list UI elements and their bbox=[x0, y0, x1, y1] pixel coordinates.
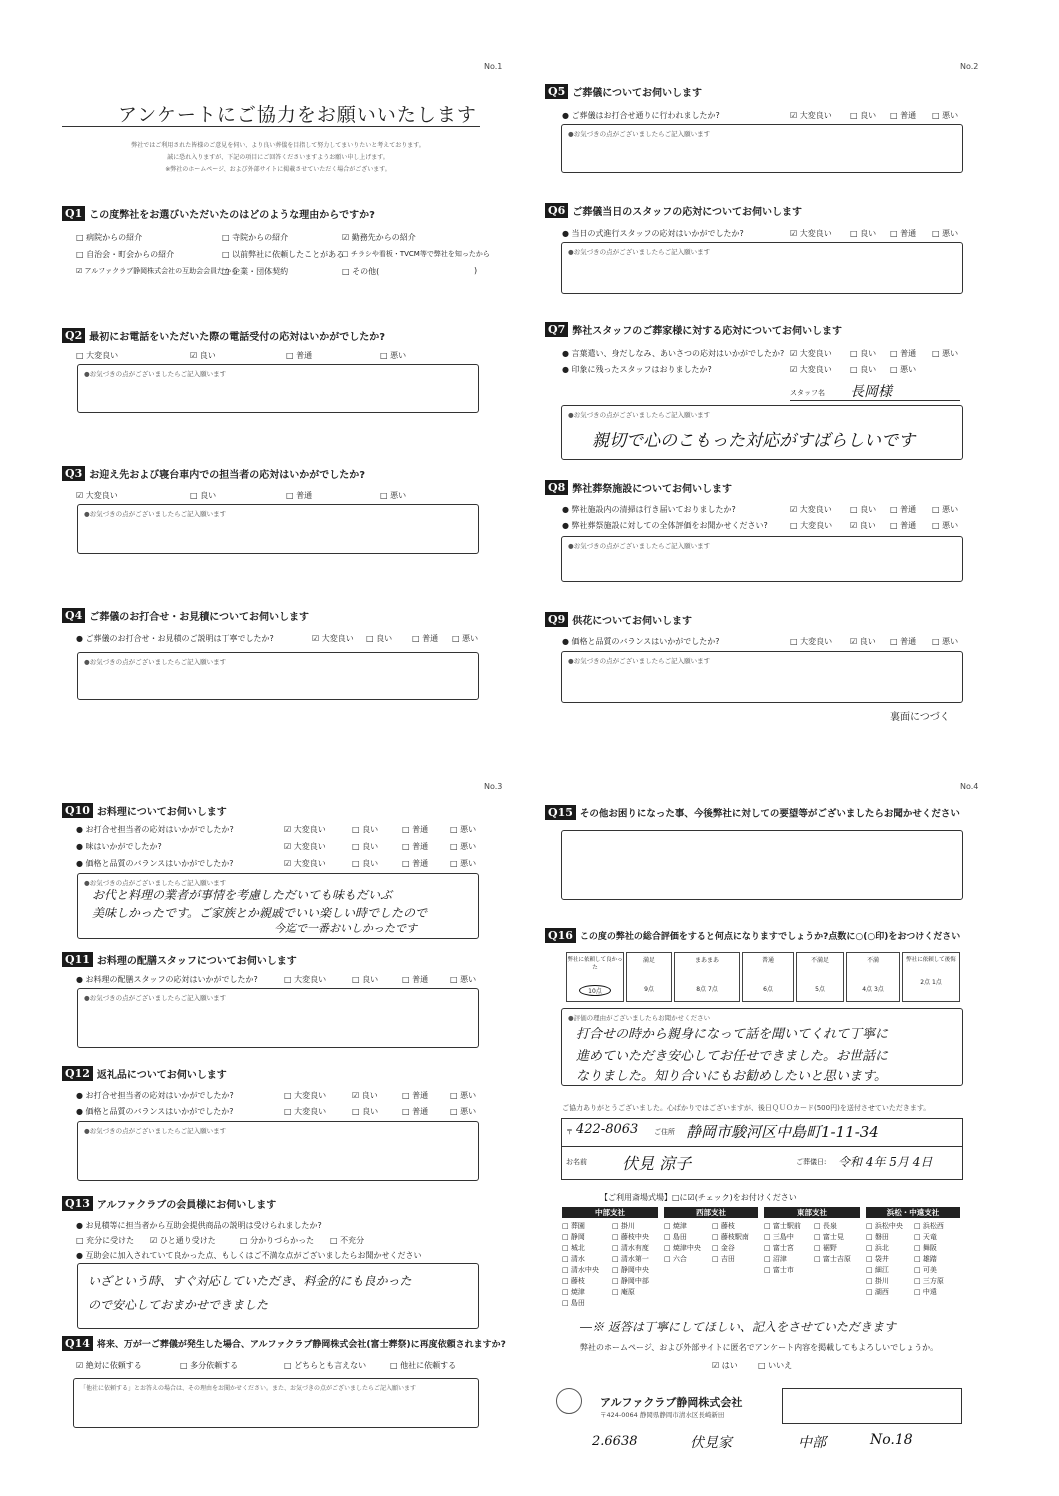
branch-venue-option[interactable]: □ 島田 bbox=[562, 1299, 585, 1307]
q1-option[interactable]: □ 病院からの紹介 bbox=[76, 233, 143, 242]
branch-venue-option[interactable]: □ 藤枝中央 bbox=[612, 1233, 649, 1241]
q13-header: Q13 アルファクラブの会員様にお伺いします bbox=[62, 1196, 276, 1211]
address[interactable]: 静岡市駿河区中島町1-11-34 bbox=[686, 1123, 879, 1141]
q2-option[interactable]: □ 大変良い bbox=[76, 351, 119, 360]
comment-label: ●お気づきの点がございましたらご記入願います bbox=[84, 658, 227, 666]
branch-venue-option[interactable]: □ 掛川 bbox=[866, 1277, 889, 1285]
q7-comment: 親切で心のこもった対応がすばらしいです bbox=[592, 431, 915, 451]
comment-label: ●お気づきの点がございましたらご記入願います bbox=[568, 411, 711, 419]
branch-venue-option[interactable]: □ 藤枝 bbox=[712, 1222, 735, 1230]
q13-sub1: ● お見積等に担当者から互助会提供商品の説明は受けられましたか? bbox=[76, 1221, 322, 1230]
q1-option[interactable]: □ チラシや看板・TVCM等で弊社を知ったから bbox=[342, 250, 490, 258]
q10-option[interactable]: □ 悪い bbox=[450, 825, 477, 834]
q10-option[interactable]: □ 普通 bbox=[402, 825, 429, 834]
branch-venue-option[interactable]: □ 焼津 bbox=[664, 1222, 687, 1230]
intro-line: 誠に恐れ入りますが、下記の項目にご回答くださいますようお願い申し上げます。 bbox=[167, 154, 389, 161]
date-label: ご葬儀日: bbox=[796, 1158, 827, 1166]
q7-comment-box[interactable] bbox=[561, 405, 963, 460]
q12-row-label: ● 価格と品質のバランスはいかがでしたか? bbox=[76, 1107, 234, 1116]
q6-header: Q6 ご葬儀当日のスタッフの応対についてお伺いします bbox=[545, 203, 802, 218]
branch-venue-option[interactable]: □ 島田 bbox=[664, 1233, 687, 1241]
branch-venue-option[interactable]: □ 葬園 bbox=[562, 1222, 585, 1230]
branch-venue-option[interactable]: □ 舞阪 bbox=[914, 1244, 937, 1252]
q1-option[interactable]: ☑ アルファクラブ静岡株式会社の互助会会員だから bbox=[76, 267, 239, 275]
q10-option[interactable]: □ 悪い bbox=[450, 842, 477, 851]
q12-option[interactable]: ☑ 良い bbox=[352, 1091, 378, 1100]
company-logo-icon bbox=[556, 1388, 582, 1414]
footer-hand: No.18 bbox=[870, 1432, 913, 1448]
staff-label: スタッフ名 bbox=[790, 389, 825, 397]
comment-label: ●お気づきの点がございましたらご記入願います bbox=[568, 248, 711, 256]
q2-header: Q2 最初にお電話をいただいた際の電話受付の応対はいかがでしたか? bbox=[62, 328, 385, 343]
comment-label: ●お気づきの点がございましたらご記入願います bbox=[84, 879, 227, 887]
branch-venue-option[interactable]: □ 清水第一 bbox=[612, 1255, 649, 1263]
q9-option[interactable]: □ 大変良い bbox=[790, 637, 833, 646]
q10-comment-line: 美味しかったです。ご家族とか親戚でいい楽しい時でしたので bbox=[92, 906, 428, 920]
q3-option[interactable]: □ 悪い bbox=[380, 491, 407, 500]
q1-option[interactable]: ☑ 勤務先からの紹介 bbox=[342, 233, 416, 242]
q13-comment-line: いざという時、すぐ対応していただき、料金的にも良かった bbox=[88, 1274, 412, 1288]
q11-option[interactable]: □ 大変良い bbox=[284, 975, 327, 984]
q16-reason-box[interactable] bbox=[561, 1008, 963, 1086]
branch-venue-option[interactable]: □ 浜松西 bbox=[914, 1222, 944, 1230]
branch-venue-option[interactable]: □ 富士吉原 bbox=[814, 1255, 851, 1263]
q4-comment-box[interactable] bbox=[77, 652, 479, 700]
q7-option[interactable]: □ 良い bbox=[850, 349, 877, 358]
score-option[interactable]: 弊社に依頼して良かった 10点 bbox=[566, 952, 624, 1002]
q4-option[interactable]: ☑ 大変良い bbox=[312, 634, 354, 643]
address-box bbox=[561, 1118, 963, 1180]
branch-venue-option[interactable]: □ 可美 bbox=[914, 1266, 937, 1274]
comment-label: ●お気づきの点がございましたらご記入願います bbox=[84, 1127, 227, 1135]
branch-venue-option[interactable]: □ 焼津中央 bbox=[664, 1244, 701, 1252]
q13-sub2: ● 互助会に加入されていて良かった点、もしくはご不満な点がございましたらお聞かせください bbox=[76, 1251, 422, 1260]
branch-venue-option[interactable]: □ 三島中 bbox=[764, 1233, 794, 1241]
page-number-2: No.2 bbox=[960, 62, 979, 71]
q8-option[interactable]: ☑ 良い bbox=[850, 521, 876, 530]
branch-venue-option[interactable]: □ 裾野 bbox=[814, 1244, 837, 1252]
publish-option[interactable]: ☑ はい bbox=[712, 1361, 738, 1370]
branch-name: 西部支社 bbox=[664, 1207, 758, 1218]
page-number-4: No.4 bbox=[960, 782, 979, 791]
q8-option[interactable]: □ 悪い bbox=[932, 505, 959, 514]
q12-comment-box[interactable] bbox=[77, 1121, 479, 1181]
q2-option[interactable]: ☑ 良い bbox=[190, 351, 216, 360]
q8-option[interactable]: □ 悪い bbox=[932, 521, 959, 530]
footer-hand: 2.6638 bbox=[592, 1434, 638, 1449]
q1-option[interactable]: □ 自治会・町会からの紹介 bbox=[76, 250, 175, 259]
q10-option[interactable]: □ 良い bbox=[352, 825, 379, 834]
branch-venue-option[interactable]: □ 中遠 bbox=[914, 1288, 937, 1296]
page-number-1: No.1 bbox=[484, 62, 503, 71]
q5-header: Q5 ご葬儀についてお伺いします bbox=[545, 84, 702, 99]
q10-option[interactable]: □ 良い bbox=[352, 842, 379, 851]
score-option[interactable]: 普通 6点 bbox=[742, 952, 794, 1002]
branch-venue-option[interactable]: □ 細江 bbox=[866, 1266, 889, 1274]
q6-option[interactable]: ☑ 大変良い bbox=[790, 229, 832, 238]
q13-option[interactable]: □ 分かりづらかった bbox=[240, 1236, 315, 1245]
branch-venue-option[interactable]: □ 磐田 bbox=[866, 1233, 889, 1241]
branch-venue-option[interactable]: □ 藤枝駅南 bbox=[712, 1233, 749, 1241]
q11-option[interactable]: □ 悪い bbox=[450, 975, 477, 984]
publish-question: 弊社のホームページ、および外部サイトに匿名でアンケート内容を掲載してもよろしいでしょうか。 bbox=[580, 1343, 939, 1352]
q16-reason-line: なりました。知り合いにもお勧めしたいと思います。 bbox=[576, 1069, 887, 1084]
q10-comment-line: 今迄で一番おいしかったです bbox=[274, 922, 417, 935]
q5-option[interactable]: □ 普通 bbox=[890, 111, 917, 120]
q8-sub1: ● 弊社施設内の清掃は行き届いておりましたか? bbox=[562, 505, 736, 514]
q11-comment-box[interactable] bbox=[77, 988, 479, 1048]
q14-option[interactable]: □ どちらとも言えない bbox=[284, 1361, 367, 1370]
q15-comment-box[interactable] bbox=[561, 830, 963, 900]
q13-option[interactable]: □ 不充分 bbox=[330, 1236, 365, 1245]
q14-option[interactable]: □ 多分依頼する bbox=[180, 1361, 239, 1370]
q4-sub: ● ご葬儀のお打合せ・お見積のご説明は丁寧でしたか? bbox=[76, 634, 274, 643]
q2-option[interactable]: □ 悪い bbox=[380, 351, 407, 360]
q13-comment-line: ので安心しておまかせできました bbox=[88, 1298, 269, 1312]
q8-comment-box[interactable] bbox=[561, 536, 963, 582]
score-option[interactable]: 不満足 5点 bbox=[796, 952, 844, 1002]
q10-option[interactable]: □ 悪い bbox=[450, 859, 477, 868]
q6-option[interactable]: □ 良い bbox=[850, 229, 877, 238]
branch-venue-option[interactable]: □ 藤枝 bbox=[562, 1277, 585, 1285]
q4-option[interactable]: □ 悪い bbox=[452, 634, 479, 643]
branch-venue-option[interactable]: □ 六合 bbox=[664, 1255, 687, 1263]
comment-label: ●お気づきの点がございましたらご記入願います bbox=[84, 370, 227, 378]
branch-venue-option[interactable]: □ 金谷 bbox=[712, 1244, 735, 1252]
handwritten-note: ―※ 返答は丁寧にしてほしい、記入をさせていただきます bbox=[580, 1320, 896, 1334]
q12-option[interactable]: □ 良い bbox=[352, 1107, 379, 1116]
company-name: アルファクラブ静岡株式会社 bbox=[600, 1396, 743, 1409]
q7-option[interactable]: □ 普通 bbox=[890, 349, 917, 358]
staff-name[interactable]: 長岡様 bbox=[850, 384, 892, 400]
q8-option[interactable]: □ 普通 bbox=[890, 521, 917, 530]
q6-option[interactable]: □ 普通 bbox=[890, 229, 917, 238]
q8-option[interactable]: □ 大変良い bbox=[790, 521, 833, 530]
score-option[interactable]: 満足 9点 bbox=[626, 952, 672, 1002]
q10-comment-box[interactable] bbox=[77, 873, 479, 939]
postal-code[interactable]: 422-8063 bbox=[576, 1122, 639, 1137]
q8-option[interactable]: □ 良い bbox=[850, 505, 877, 514]
q5-option[interactable]: □ 良い bbox=[850, 111, 877, 120]
comment-label: ●お気づきの点がございましたらご記入願います bbox=[84, 994, 227, 1002]
branch-venue-option[interactable]: □ 湖西 bbox=[866, 1288, 889, 1296]
branch-venue-option[interactable]: □ 長泉 bbox=[814, 1222, 837, 1230]
q12-option[interactable]: □ 普通 bbox=[402, 1091, 429, 1100]
q10-option[interactable]: ☑ 大変良い bbox=[284, 842, 326, 851]
q3-option[interactable]: □ 良い bbox=[190, 491, 217, 500]
q4-header: Q4 ご葬儀のお打合せ・お見積についてお伺いします bbox=[62, 608, 309, 623]
company-address: 〒424-0064 静岡県静岡市清水区長崎新田 bbox=[600, 1411, 725, 1419]
q10-row-label: ● 味はいかがでしたか? bbox=[76, 842, 162, 851]
q5-sub: ● ご葬儀はお打合せ通りに行われましたか? bbox=[562, 111, 720, 120]
q5-comment-box[interactable] bbox=[561, 124, 963, 173]
q6-comment-box[interactable] bbox=[561, 242, 963, 294]
branch-venue-option[interactable]: □ 清水中央 bbox=[562, 1266, 599, 1274]
branch-venue-option[interactable]: □ 袋井 bbox=[866, 1255, 889, 1263]
q16-reason-label: ●評価の理由がございましたらお聞かせください bbox=[568, 1014, 711, 1022]
page-number-3: No.3 bbox=[484, 782, 503, 791]
comment-label: ●お気づきの点がございましたらご記入願います bbox=[568, 542, 711, 550]
branch-venue-option[interactable]: □ 焼津 bbox=[562, 1288, 585, 1296]
q10-row-label: ● お打合せ担当者の応対はいかがでしたか? bbox=[76, 825, 234, 834]
q10-option[interactable]: ☑ 大変良い bbox=[284, 859, 326, 868]
score-option[interactable]: 弊社に依頼して後悔 2点 1点 bbox=[902, 952, 960, 1002]
intro-line: 弊社ではご利用された皆様のご意見を伺い、より良い葬儀を目指して努力してまいりたいと考えております。 bbox=[131, 142, 425, 149]
branch-venue-option[interactable]: □ 清水 bbox=[562, 1255, 585, 1263]
branch-venue-option[interactable]: □ 庵原 bbox=[612, 1288, 635, 1296]
q7-header: Q7 弊社スタッフのご葬家様に対する応対についてお伺いします bbox=[545, 322, 842, 337]
q10-row-label: ● 価格と品質のバランスはいかがでしたか? bbox=[76, 859, 234, 868]
q8-option[interactable]: □ 普通 bbox=[890, 505, 917, 514]
q4-option[interactable]: □ 普通 bbox=[412, 634, 439, 643]
branch-venue-option[interactable]: □ 富士宮 bbox=[764, 1244, 794, 1252]
q8-sub2: ● 弊社葬祭施設に対しての全体評価をお聞かせください? bbox=[562, 521, 768, 530]
q9-header: Q9 供花についてお伺いします bbox=[545, 612, 692, 627]
address-label: ご住所 bbox=[654, 1128, 675, 1136]
q1-option[interactable]: □ その他( bbox=[342, 267, 380, 276]
q11-sub: ● お料理の配膳スタッフの応対はいかがでしたか? bbox=[76, 975, 258, 984]
q15-header: Q15 その他お困りになった事、今後弊社に対しての要望等がございましたらお聞かせください bbox=[545, 805, 960, 820]
q10-option[interactable]: ☑ 大変良い bbox=[284, 825, 326, 834]
q12-option[interactable]: □ 普通 bbox=[402, 1107, 429, 1116]
q8-header: Q8 弊社葬祭施設についてお伺いします bbox=[545, 480, 732, 495]
privacy-box bbox=[782, 1388, 962, 1424]
q13-option[interactable]: ☑ ひと通り受けた bbox=[150, 1236, 216, 1245]
q6-sub: ● 当日の式進行スタッフの応対はいかがでしたか? bbox=[562, 229, 744, 238]
comment-label: ●お気づきの点がございましたらご記入願います bbox=[84, 510, 227, 518]
branch-venue-option[interactable]: □ 吉田 bbox=[712, 1255, 735, 1263]
q16-reason-line: 進めていただき安心してお任せできました。お世話に bbox=[576, 1049, 889, 1064]
q9-option[interactable]: □ 悪い bbox=[932, 637, 959, 646]
comment-label: ●お気づきの点がございましたらご記入願います bbox=[568, 130, 711, 138]
branches-header: 【ご利用斎場式場】□に☑(チェック)をお付けください bbox=[600, 1193, 797, 1202]
footer-hand: 伏見家 bbox=[690, 1435, 732, 1451]
q12-option[interactable]: □ 悪い bbox=[450, 1107, 477, 1116]
q4-option[interactable]: □ 良い bbox=[366, 634, 393, 643]
q2-option[interactable]: □ 普通 bbox=[286, 351, 313, 360]
q11-header: Q11 お料理の配膳スタッフについてお伺いします bbox=[62, 952, 297, 967]
q7-option[interactable]: □ 良い bbox=[850, 365, 877, 374]
continue-note: 裏面につづく bbox=[890, 712, 950, 723]
q12-option[interactable]: □ 大変良い bbox=[284, 1107, 327, 1116]
score-option[interactable]: 不満 4点 3点 bbox=[846, 952, 900, 1002]
q14-comment-box[interactable] bbox=[73, 1378, 479, 1428]
score-option[interactable]: まあまあ 8点 7点 bbox=[674, 952, 740, 1002]
q2-comment-box[interactable] bbox=[77, 364, 479, 413]
q9-sub: ● 価格と品質のバランスはいかがでしたか? bbox=[562, 637, 720, 646]
q9-comment-box[interactable] bbox=[561, 651, 963, 703]
q9-option[interactable]: ☑ 良い bbox=[850, 637, 876, 646]
comment-label: ●お気づきの点がございましたらご記入願います bbox=[568, 657, 711, 665]
q7-option[interactable]: □ 悪い bbox=[932, 349, 959, 358]
footer-hand: 中部 bbox=[798, 1435, 826, 1451]
name-label: お名前 bbox=[566, 1158, 587, 1166]
q1-option[interactable]: □ 寺院からの紹介 bbox=[222, 233, 289, 242]
q14-box-label: 「他社に依頼する」とお答えの場合は、その理由をお聞かせください。また、お気づきの点がございましたらご記入願います bbox=[80, 1385, 417, 1392]
branch-venue-option[interactable]: □ 沼津 bbox=[764, 1255, 787, 1263]
branch-venue-option[interactable]: □ 富士駅前 bbox=[764, 1222, 801, 1230]
q1-header: Q1 この度弊社をお選びいただいたのはどのような理由からですか? bbox=[62, 206, 375, 221]
branch-venue-option[interactable]: □ 城北 bbox=[562, 1244, 585, 1252]
q12-row-label: ● お打合せ担当者の応対はいかがでしたか? bbox=[76, 1091, 234, 1100]
branch-venue-option[interactable]: □ 静岡中央 bbox=[612, 1266, 649, 1274]
q16-reason-line: 打合せの時から親身になって話を聞いてくれて丁寧に bbox=[576, 1027, 889, 1042]
publish-option[interactable]: □ いいえ bbox=[758, 1361, 793, 1370]
q5-option[interactable]: □ 悪い bbox=[932, 111, 959, 120]
q5-option[interactable]: ☑ 大変良い bbox=[790, 111, 832, 120]
q11-option[interactable]: □ 普通 bbox=[402, 975, 429, 984]
q8-option[interactable]: ☑ 大変良い bbox=[790, 505, 832, 514]
branch-venue-option[interactable]: □ 浜松中央 bbox=[866, 1222, 903, 1230]
q1-option[interactable]: □ 以前弊社に依頼したことがある bbox=[222, 250, 345, 259]
q10-option[interactable]: □ 普通 bbox=[402, 842, 429, 851]
q14-option[interactable]: ☑ 絶対に依頼する bbox=[76, 1361, 142, 1370]
q11-option[interactable]: □ 良い bbox=[352, 975, 379, 984]
branch-venue-option[interactable]: □ 三方原 bbox=[914, 1277, 944, 1285]
branch-venue-option[interactable]: □ 浜北 bbox=[866, 1244, 889, 1252]
q14-header: Q14 将来、万が一ご葬儀が発生した場合、アルファクラブ静岡株式会社(富士葬祭)に再度依頼されますか? bbox=[62, 1336, 506, 1351]
branch-name: 中部支社 bbox=[562, 1207, 658, 1218]
branch-venue-option[interactable]: □ 天竜 bbox=[914, 1233, 937, 1241]
q7-sub2: ● 印象に残ったスタッフはおりましたか? bbox=[562, 365, 712, 374]
q10-comment-line: お代と料理の業者が事情を考慮しただいても味もだいぶ bbox=[92, 888, 393, 902]
q3-header: Q3 お迎え先および寝台車内での担当者の応対はいかがでしたか? bbox=[62, 466, 365, 481]
q12-header: Q12 返礼品についてお伺いします bbox=[62, 1066, 227, 1081]
q12-option[interactable]: □ 大変良い bbox=[284, 1091, 327, 1100]
q7-option[interactable]: ☑ 大変良い bbox=[790, 349, 832, 358]
q13-option[interactable]: □ 充分に受けた bbox=[76, 1236, 135, 1245]
intro-line: ※弊社のホームページ、および外部サイトに掲載させていただく場合がございます。 bbox=[165, 166, 391, 173]
q3-option[interactable]: ☑ 大変良い bbox=[76, 491, 118, 500]
funeral-date[interactable]: 令和 4年 5月 4日 bbox=[838, 1155, 933, 1169]
q14-option[interactable]: □ 他社に依頼する bbox=[390, 1361, 457, 1370]
branch-name: 東部支社 bbox=[764, 1207, 860, 1218]
q7-sub1: ● 言葉遣い、身だしなみ、あいさつの応対はいかがでしたか? bbox=[562, 349, 785, 358]
q9-option[interactable]: □ 普通 bbox=[890, 637, 917, 646]
q10-header: Q10 お料理についてお伺いします bbox=[62, 803, 227, 818]
q7-option[interactable]: □ 悪い bbox=[890, 365, 917, 374]
q3-option[interactable]: □ 普通 bbox=[286, 491, 313, 500]
page-title: アンケートにご協力をお願いいたします bbox=[118, 104, 477, 126]
branch-venue-option[interactable]: □ 静岡 bbox=[562, 1233, 585, 1241]
q10-option[interactable]: □ 普通 bbox=[402, 859, 429, 868]
q10-option[interactable]: □ 良い bbox=[352, 859, 379, 868]
q16-header: Q16 この度の弊社の総合評価をすると何点になりますでしょうか?点数に○(○印)をおつけください bbox=[545, 928, 960, 943]
q1-option-close: ) bbox=[474, 266, 478, 275]
q6-option[interactable]: □ 悪い bbox=[932, 229, 959, 238]
q12-option[interactable]: □ 悪い bbox=[450, 1091, 477, 1100]
name[interactable]: 伏見 涼子 bbox=[622, 1154, 692, 1173]
branch-venue-option[interactable]: □ 雄踏 bbox=[914, 1255, 937, 1263]
branch-venue-option[interactable]: □ 静岡中部 bbox=[612, 1277, 649, 1285]
q3-comment-box[interactable] bbox=[77, 504, 479, 554]
q1-option[interactable]: □ 企業・団体契約 bbox=[222, 267, 289, 276]
q13-comment-box[interactable] bbox=[77, 1263, 479, 1329]
thanks-note: ご協力ありがとうございました。心ばかりではございますが、後日ＱＵＯカード(500円)を送付させていただきます。 bbox=[562, 1104, 931, 1112]
branch-venue-option[interactable]: □ 清水有度 bbox=[612, 1244, 649, 1252]
branch-venue-option[interactable]: □ 掛川 bbox=[612, 1222, 635, 1230]
branch-venue-option[interactable]: □ 富士見 bbox=[814, 1233, 844, 1241]
branch-name: 浜松・中遠支社 bbox=[866, 1207, 960, 1218]
branch-venue-option[interactable]: □ 富士市 bbox=[764, 1266, 794, 1274]
postal-label: 〒 bbox=[566, 1128, 573, 1136]
q7-option[interactable]: ☑ 大変良い bbox=[790, 365, 832, 374]
